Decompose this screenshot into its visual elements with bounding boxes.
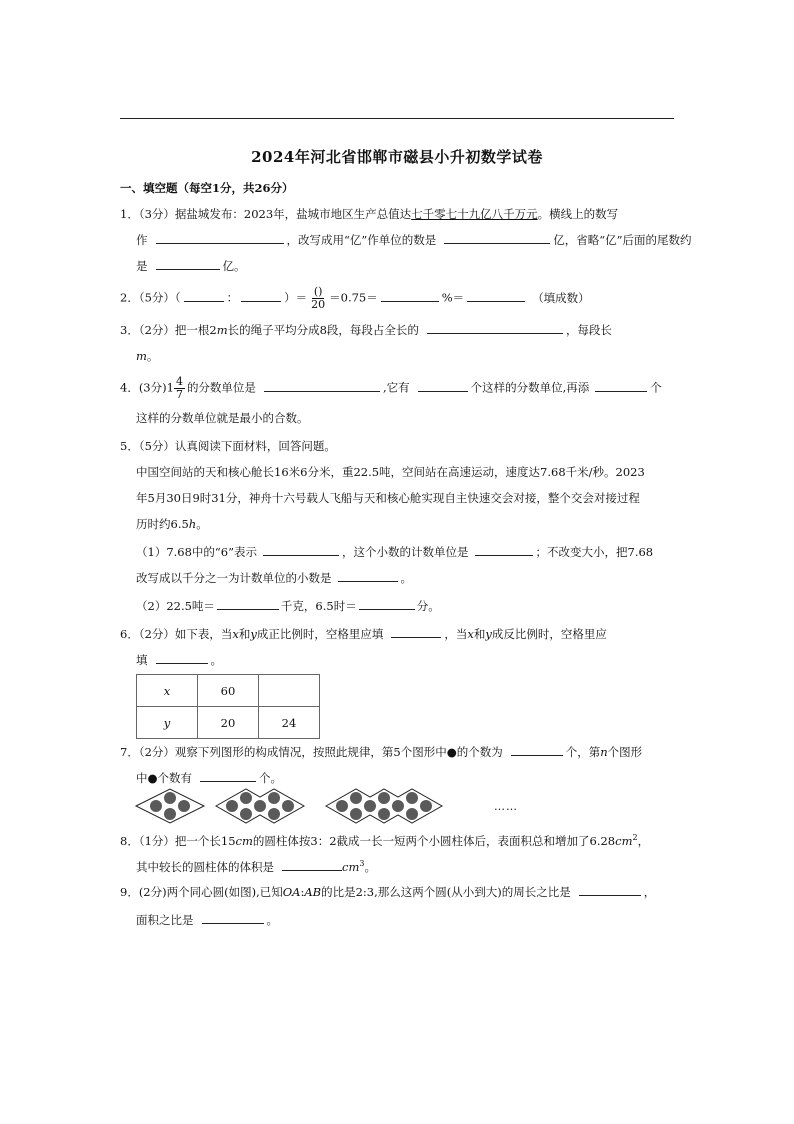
q5-s2-text-c: 分。 [416,599,440,613]
q4-line1 [120,376,680,401]
table-cell: x [137,675,198,707]
dot-icon [392,800,404,812]
q9-text-b: 的比是2:3,那么这两个圆(从小到大)的周长之比是 [321,885,571,899]
q5-s2-text-a: （2）22.5吨＝ [136,599,215,613]
q1-line3 [136,258,696,274]
dot-icon [420,800,432,812]
dot-icon [254,800,266,812]
q3-line2 [136,348,696,364]
q1-text-d2: 亿。 [222,259,246,273]
dot-icon [378,792,390,804]
q7-text-d2: 个。 [259,771,283,785]
q9-text-a: 9．(2分)两个同心圆(如图),已知 [120,885,283,899]
q2-colon: ： [226,290,239,305]
q5-blank-5[interactable] [359,598,415,610]
q6-text-d: 成反比例时，空格里应 [491,627,607,641]
section-heading: 一、填空题（每空1分，共26分） [120,181,294,195]
q8-text-a: 8．（1分）把一个长15 [120,833,236,848]
pattern-figure-2 [216,789,304,823]
q6-blank-1[interactable] [391,626,441,638]
q7-text-d1: 中●个数有 [136,771,193,785]
q4-blank-3[interactable] [595,380,647,392]
dot-icon [336,800,348,812]
dot-icon [178,800,190,812]
q1-text-c3: 亿，省略“亿”后面的尾数约 [553,233,692,247]
q6-var-x: x [232,627,239,641]
q8-unit-cm2: cm [615,833,633,848]
q9-text-d: 面积之比是 [136,913,194,927]
q3-unit-m-end: m [136,349,147,363]
dot-icon [240,808,252,820]
q5-heading: 5．（5分）认真阅读下面材料，回答问题。 [120,439,336,453]
header-rule [120,118,674,119]
q6-text-b: 成正比例时，空格里应填 [256,627,384,641]
q2-text-c: ＝0.75＝ [329,290,378,305]
q8-sup-2: 2 [632,833,638,842]
q3-text-c: ，每段长 [565,323,612,337]
q4-line2: 这样的分数单位就是最小的合数。 [136,411,309,425]
q6-blank-2[interactable] [156,652,208,664]
q4-text-a: 4．(3分)1 [120,380,174,395]
dot-icon [282,800,294,812]
q7-pattern-figures [134,786,474,826]
q9-line2 [136,912,696,928]
q7-text-a: 7．（2分）观察下列图形的构成情况，按照此规律，第5个图形中●的个数为 [120,745,503,759]
q1-blank-3[interactable] [156,258,220,270]
table-cell: y [137,707,198,739]
q2-text-d: %＝ [441,290,465,305]
q1-text-d1: 是 [136,259,148,273]
q5-s1-text-e: 。 [400,571,412,585]
q1-blank-1[interactable] [156,232,284,244]
q1-text-b: 。横线上的数写 [537,207,619,221]
q5-s2-text-b: 千克，6.5时＝ [280,599,357,613]
q5-blank-3[interactable] [338,570,398,582]
q5-blank-2[interactable] [475,544,533,556]
table-cell: 60 [198,675,259,707]
q2-line [120,286,680,311]
q8-line1 [120,830,680,849]
q5-s1-text-a: （1）7.68中的“6”表示 [136,545,257,559]
q5-paragraph-1: 中国空间站的天和核心舱长16米6分米，重22.5吨，空间站在高速运动，速度达7.68千米/秒。2023 [136,465,645,479]
q2-blank-4[interactable] [467,290,525,302]
q5-p3-end: 。 [196,517,208,531]
q2-fraction [309,286,327,311]
table-cell-empty[interactable] [259,675,320,707]
q9-text-e: 。 [266,913,278,927]
q6-var-x-2: x [467,627,474,641]
q4-blank-2[interactable] [418,380,468,392]
dot-icon [350,792,362,804]
q3-text-a: 3．（2分）把一根2 [120,323,217,337]
q9-var-oa: OA [282,885,301,899]
table-cell: 20 [198,707,259,739]
q5-paragraph-2: 年5月30日9时31分，神舟十六号载人飞船与天和核心舱实现自主快速交会对接，整个交会对接过程 [136,491,640,505]
q9-blank-2[interactable] [202,912,264,924]
q6-and: 和 [238,627,251,641]
q5-sub1-line2 [136,570,696,586]
q2-text-b: ）＝ [284,290,308,305]
q7-var-n: n [600,745,608,759]
q3-blank-1[interactable] [427,322,563,334]
q5-blank-4[interactable] [217,598,279,610]
q7-text-c: 个图形 [607,745,643,759]
pattern-figure-3 [326,789,442,823]
table-row [137,675,320,707]
q5-sub1-line1 [136,544,696,560]
q6-var-y: y [250,627,257,641]
q8-text-c: ， [637,833,650,848]
table-row [137,707,320,739]
q4-text-d: 个这样的分数单位,再添 [470,380,590,395]
dot-icon [406,792,418,804]
q5-blank-1[interactable] [263,544,339,556]
q2-fraction-denominator: 20 [311,298,326,311]
q9-colon: : [300,885,305,899]
q5-p3-unit-h: h [188,517,197,531]
dot-icon [268,792,280,804]
q2-text-a: 2．（5分）（ [120,290,181,305]
q8-unit-cm: cm [235,833,253,848]
dot-icon [164,792,176,804]
q6-and-2: 和 [473,627,486,641]
dot-icon [378,808,390,820]
q9-line1 [120,884,680,900]
q3-text-b: 长的绳子平均分成8段，每段占全长的 [227,323,419,337]
q3-unit-m: m [216,323,228,337]
q8-sup-3: 3 [359,859,365,868]
q7-blank-1[interactable] [511,744,563,756]
q2-blank-1[interactable] [184,290,224,302]
dot-icon [226,800,238,812]
q4-text-e: 个 [650,380,662,395]
q1-text-c1: 作 [136,233,148,247]
q8-text-e: 。 [364,859,376,874]
q2-fraction-numerator: () [313,285,323,298]
q8-text-d: 其中较长的圆柱体的体积是 [136,859,274,874]
q1-text-c2: ，改写成用“亿”作单位的数是 [286,233,437,247]
q4-text-c: ,它有 [382,380,410,395]
q6-line2 [136,652,696,668]
q6-line1 [120,626,680,642]
q7-text-b: 个，第 [565,745,601,759]
q5-s1-text-d: 改写成以千分之一为计数单位的小数是 [136,571,332,585]
q8-unit-cm3: cm [342,859,360,874]
dot-icon [164,808,176,820]
table-cell: 24 [259,707,320,739]
q2-text-e: （填成数） [532,290,590,305]
pattern-figure-1 [136,789,204,823]
dot-icon [240,792,252,804]
q7-line1 [120,744,680,760]
q5-s1-text-c: ；不改变大小，把7.68 [535,545,654,559]
q1-blank-2[interactable] [444,232,550,244]
q8-blank-1[interactable] [282,859,342,871]
page-title: 2024年河北省邯郸市磁县小升初数学试卷 [251,148,543,166]
q5-s1-text-b: ，这个小数的计数单位是 [342,545,469,559]
q7-ellipsis: …… [494,800,518,813]
q5-p3-text: 历时约6.5 [136,517,189,531]
dot-icon [406,808,418,820]
q4-fraction-numerator: 4 [175,375,183,388]
q4-text-b: 的分数单位是 [186,380,256,395]
q6-text-a: 6．（2分）如下表，当 [120,627,233,641]
q9-text-c: ， [643,885,656,899]
q8-line2 [136,856,696,875]
q6-table [136,674,320,739]
q7-line2 [136,770,696,786]
q2-blank-3[interactable] [381,290,439,302]
q1-line1 [120,206,680,222]
dot-icon [364,800,376,812]
q5-paragraph-3 [136,516,696,532]
dot-icon [268,808,280,820]
q6-text-c: ，当 [444,627,468,641]
q4-fraction-denominator: 7 [175,388,183,401]
q7-blank-2[interactable] [200,770,256,782]
q8-text-b: 的圆柱体按3：2截成一长一短两个小圆柱体后，表面积总和增加了6.28 [252,833,616,848]
q6-text-e2: 。 [210,653,222,667]
q9-var-ab: AB [304,885,322,899]
q5-sub2-line [136,598,696,614]
q4-blank-1[interactable] [264,380,380,392]
q3-line1 [120,322,680,338]
dot-icon [150,800,162,812]
q1-line2 [136,232,696,248]
q3-text-e: 。 [146,349,159,363]
q1-underlined-number: 七千零七十九亿八千万元 [411,207,538,221]
dot-icon [350,808,362,820]
q6-var-y-2: y [485,627,492,641]
q1-text-a: 1．（3分）据盐城发布：2023年，盐城市地区生产总值达 [120,207,412,221]
q2-blank-2[interactable] [241,290,281,302]
q4-fraction [174,376,185,401]
q6-text-e1: 填 [136,653,148,667]
q9-blank-1[interactable] [579,884,641,896]
